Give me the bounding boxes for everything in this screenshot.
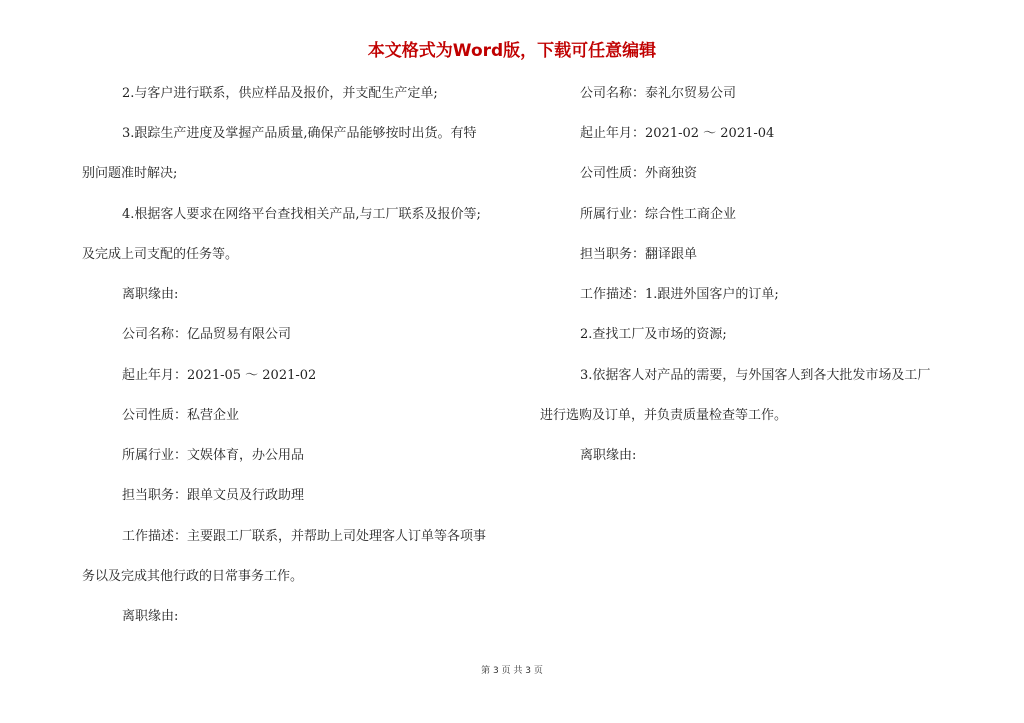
left-line-12: 工作描述：主要跟工厂联系，并帮助上司处理客人订单等各项事 <box>122 529 487 544</box>
left-line-2: 3.跟踪生产进度及掌握产品质量,确保产品能够按时出货。有特 <box>122 126 477 141</box>
right-line-1: 公司名称：泰礼尔贸易公司 <box>580 86 737 101</box>
left-line-13: 务以及完成其他行政的日常事务工作。 <box>82 569 304 584</box>
right-line-3: 公司性质：外商独资 <box>580 166 698 181</box>
left-line-6: 离职缘由: <box>122 287 179 302</box>
left-line-9: 公司性质：私营企业 <box>122 408 240 423</box>
left-line-4: 4.根据客人要求在网络平台查找相关产品,与工厂联系及报价等; <box>122 207 481 222</box>
right-line-6: 工作描述：1.跟进外国客户的订单; <box>580 287 779 302</box>
right-line-4: 所属行业：综合性工商企业 <box>580 207 737 222</box>
left-line-11: 担当职务：跟单文员及行政助理 <box>122 488 305 503</box>
right-line-2: 起止年月：2021-02 ～ 2021-04 <box>580 126 775 141</box>
right-line-9: 进行选购及订单，并负责质量检查等工作。 <box>540 408 788 423</box>
right-line-5: 担当职务：翻译跟单 <box>580 247 698 262</box>
left-line-8: 起止年月：2021-05 ～ 2021-02 <box>122 368 317 383</box>
left-line-10: 所属行业：文娱体育，办公用品 <box>122 448 305 463</box>
page-number-footer: 第 3 页 共 3 页 <box>481 666 543 676</box>
left-line-5: 及完成上司支配的任务等。 <box>82 247 239 262</box>
left-line-7: 公司名称：亿品贸易有限公司 <box>122 327 292 342</box>
left-line-3: 别问题准时解决; <box>82 166 178 181</box>
left-line-1: 2.与客户进行联系，供应样品及报价，并支配生产定单; <box>122 86 438 101</box>
right-line-8: 3.依据客人对产品的需要，与外国客人到各大批发市场及工厂 <box>580 368 931 383</box>
left-line-14: 离职缘由: <box>122 609 179 624</box>
word-format-banner: 本文格式为Word版，下载可任意编辑 <box>367 41 657 61</box>
right-line-10: 离职缘由: <box>580 448 637 463</box>
right-line-7: 2.查找工厂及市场的资源; <box>580 327 727 342</box>
